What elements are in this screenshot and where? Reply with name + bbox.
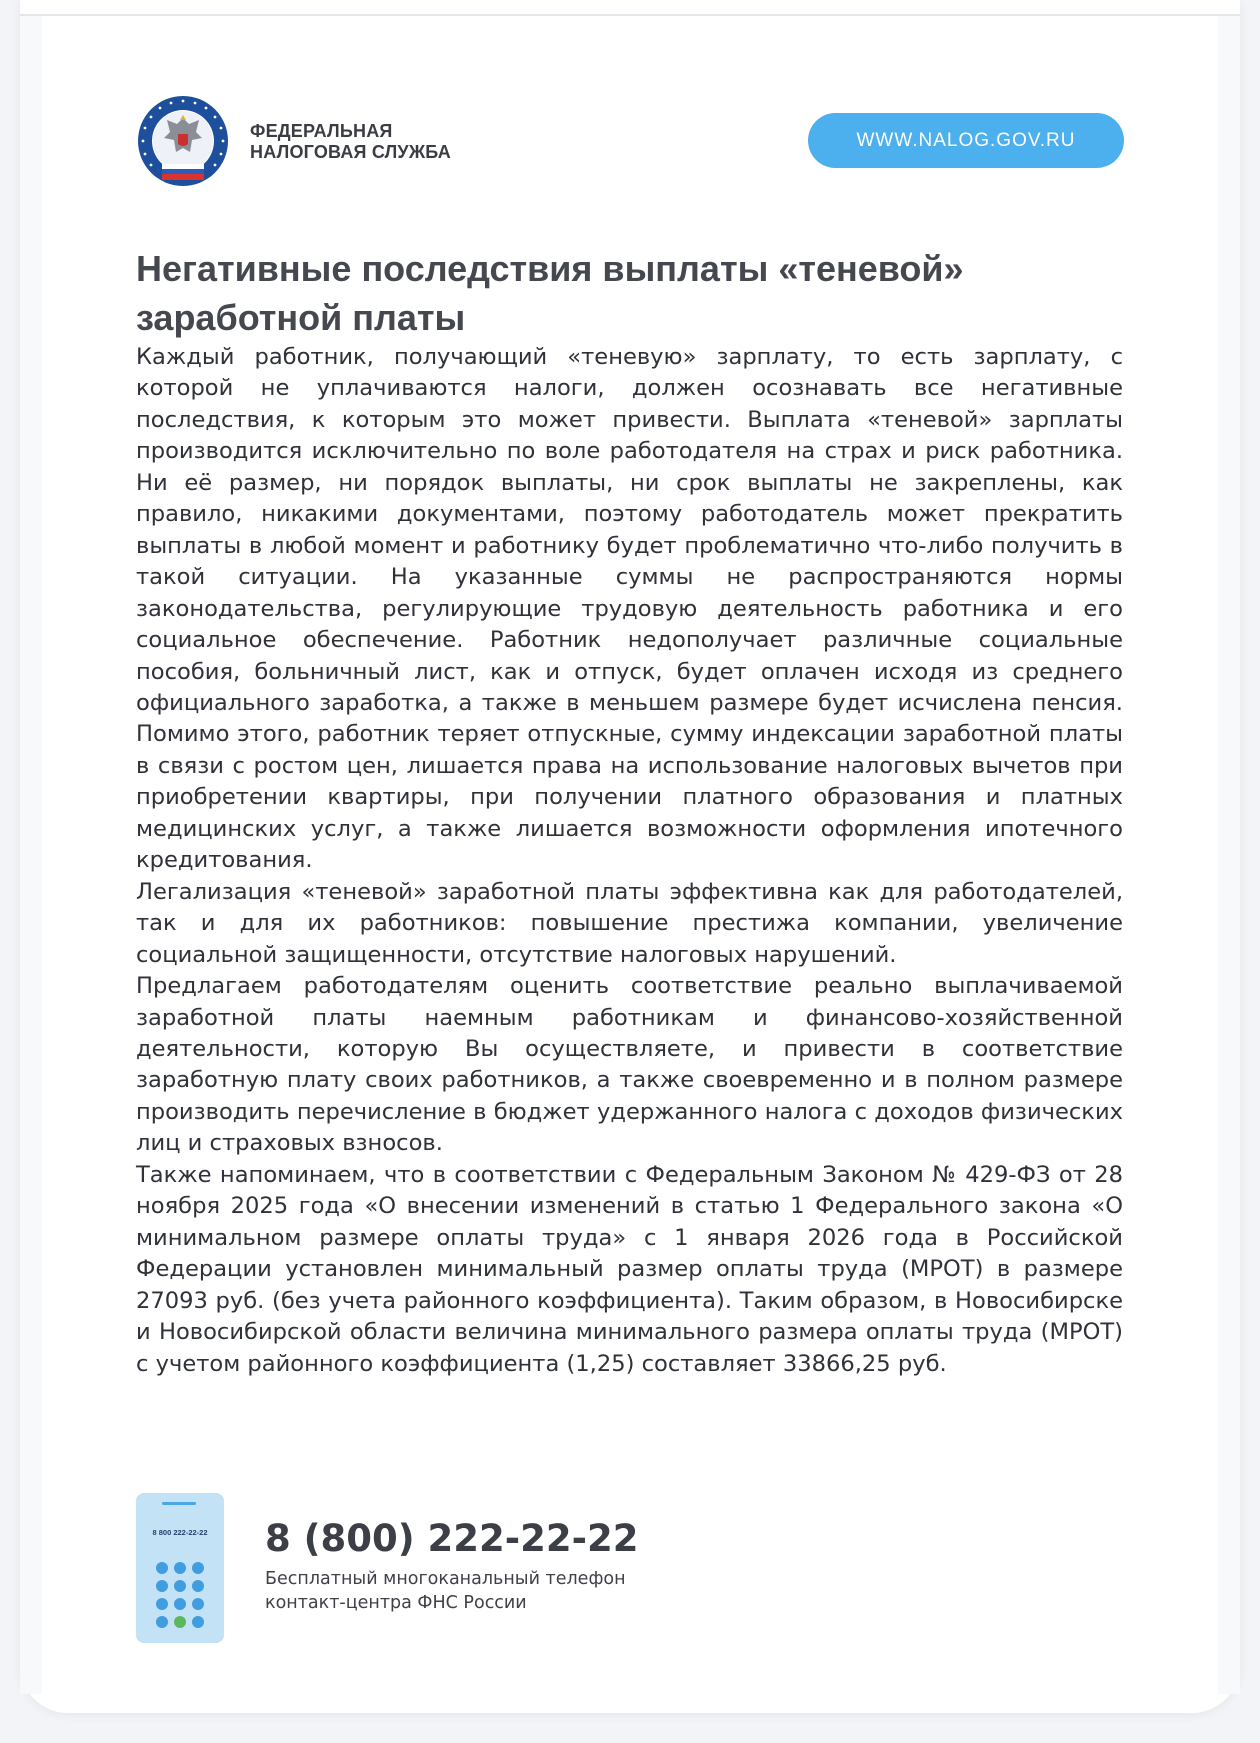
page-edge-right	[1218, 14, 1240, 1694]
fns-emblem-icon	[136, 94, 230, 188]
article-paragraph-4: Также напоминаем, что в соответствии с Федеральным Законом № 429-ФЗ от 28 ноября 2025 года «О внесении изменений в статью 1 Федерального закона «О минимальном размере оплаты труда» с 1 января 2026 года в Российской Федерации установлен минимальный размер оплаты труда (МРОТ) в размере 27093 руб. (без учета районного коэффициента). Таким образом, в Новосибирске и Новосибирской области величина минимального размера оплаты труда (МРОТ) с учетом районного коэффициента (1,25) составляет 33866,25 руб.	[136, 1161, 1123, 1377]
top-strip	[20, 0, 1240, 16]
article-body	[136, 342, 1123, 1380]
phone-screen-number: 8 800 222-22-22	[152, 1528, 208, 1537]
agency-name	[250, 121, 451, 163]
article-paragraph-2: Легализация «теневой» заработной платы эффективна как для работодателей, так и для их работников: повышение престижа компании, увеличение социальной защищенности, отсутствие налоговых нарушений.	[136, 878, 1123, 968]
agency-name-line1: ФЕДЕРАЛЬНАЯ	[250, 121, 393, 141]
agency-name-line2: НАЛОГОВАЯ СЛУЖБА	[250, 142, 451, 162]
hotline-caption	[265, 1567, 626, 1615]
page-title: Негативные последствия выплаты «теневой» заработной платы	[136, 248, 964, 338]
page-edge-left	[20, 14, 42, 1694]
phone-keypad-icon	[136, 1493, 224, 1643]
hotline-caption-line1: Бесплатный многоканальный телефон	[265, 1569, 626, 1589]
article-paragraph-3: Предлагаем работодателям оценить соответствие реально выплачиваемой заработной платы наемным работникам и финансово-хозяйственной деятельности, которую Вы осуществляете, и привести в соответствие заработную плату своих работников, а также своевременно и в полном размере производить перечисление в бюджет удержанного налога с доходов физических лиц и страховых взносов.	[136, 973, 1123, 1157]
hotline-caption-line2: контакт-центра ФНС России	[265, 1593, 527, 1613]
hotline-phone-number[interactable]: 8 (800) 222-22-22	[265, 1517, 639, 1560]
article-paragraph-1: Каждый работник, получающий «теневую» зарплату, то есть зарплату, с которой не уплачиваются налоги, должен осознавать все негативные последствия, к которым это может привести. Выплата «теневой» зарплаты производится исключительно по воле работодателя на страх и риск работника. Ни её размер, ни порядок выплаты, ни срок выплаты не закреплены, как правило, никакими документами, поэтому работодатель может прекратить выплаты в любой момент и работнику будет проблематично что-либо получить в такой ситуации. На указанные суммы не распространяются нормы законодательства, регулирующие трудовую деятельность работника и его социальное обеспечение. Работник недополучает различные социальные пособия, больничный лист, как и отпуск, будет оплачен исходя из среднего официального заработка, а также в меньшем размере будет исчислена пенсия. Помимо этого, работник теряет отпускные, сумму индексации заработной платы в связи с ростом цен, лишается права на использование налоговых вычетов при приобретении квартиры, при получении платного образования и платных медицинских услуг, а также лишается возможности оформления ипотечного кредитования.	[136, 344, 1123, 874]
website-link-button[interactable]: WWW.NALOG.GOV.RU	[808, 113, 1124, 168]
